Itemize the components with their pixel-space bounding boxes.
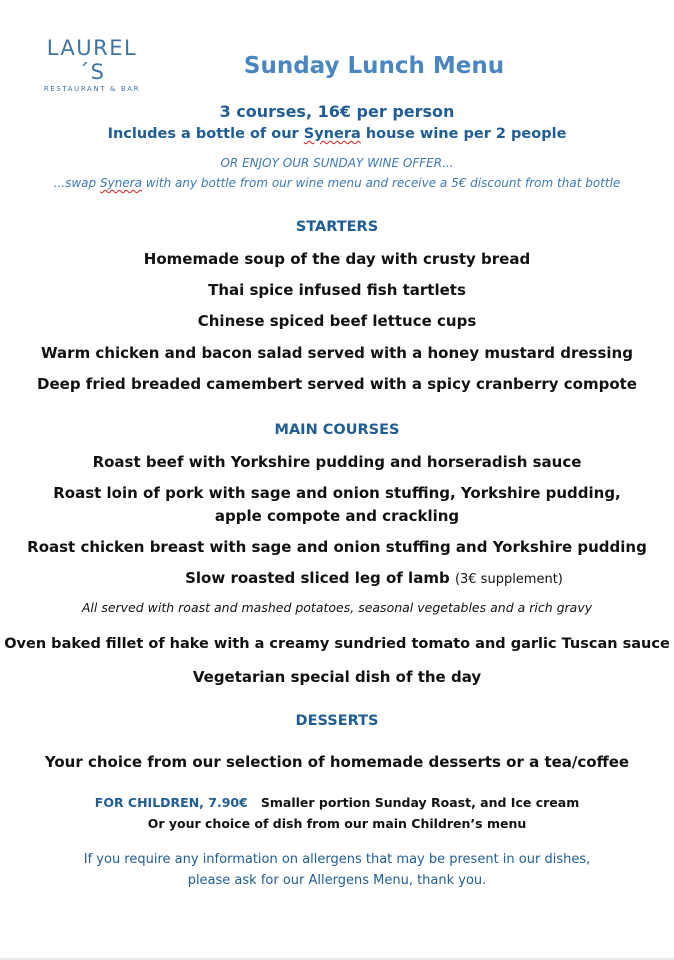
starter-item: Deep fried breaded camembert served with a spicy cranberry compote <box>37 375 637 393</box>
lamb-supplement: (3€ supplement) <box>454 572 563 587</box>
wine-offer-text <box>0 176 674 190</box>
main-item: Roast chicken breast with sage and onion stuffing and Yorkshire pudding <box>27 538 647 556</box>
offer-prefix: ...swap <box>53 176 100 190</box>
main-courses-heading: MAIN COURSES <box>274 422 400 438</box>
main-item <box>37 569 674 587</box>
starters-heading: STARTERS <box>295 219 379 235</box>
children-label: FOR CHILDREN, 7.90€ <box>94 795 248 810</box>
offer-wine-name: Synera <box>99 176 142 190</box>
wine-name: Synera <box>303 126 361 142</box>
wine-included-suffix: house wine per 2 people <box>360 126 567 142</box>
logo-name: LAUREL´S <box>46 36 138 84</box>
dessert-item: Your choice from our selection of homemade desserts or a tea/coffee <box>44 753 630 771</box>
main-item: Roast loin of pork with sage and onion stuffing, Yorkshire pudding, <box>53 484 621 502</box>
main-item-continued: apple compote and crackling <box>214 507 460 525</box>
starter-item: Chinese spiced beef lettuce cups <box>197 312 477 330</box>
offer-suffix: with any bottle from our wine menu and receive a 5€ discount from that bottle <box>141 176 621 190</box>
allergen-notice-continued: please ask for our Allergens Menu, thank you. <box>187 873 487 888</box>
lamb-dish: Slow roasted sliced leg of lamb <box>185 569 450 587</box>
children-desc: Smaller portion Sunday Roast, and Ice cream <box>260 795 580 810</box>
wine-included-line <box>0 126 674 142</box>
desserts-heading: DESSERTS <box>295 713 379 729</box>
starter-item: Homemade soup of the day with crusty bread <box>143 250 531 268</box>
starter-item: Warm chicken and bacon salad served with a honey mustard dressing <box>41 344 633 362</box>
menu-title: Sunday Lunch Menu <box>243 53 505 79</box>
price-line: 3 courses, 16€ per person <box>219 102 455 121</box>
children-menu-line <box>0 795 674 810</box>
wine-offer-heading: OR ENJOY OUR SUNDAY WINE OFFER... <box>220 156 454 170</box>
main-item: Roast beef with Yorkshire pudding and horseradish sauce <box>92 453 582 471</box>
logo-subtitle: RESTAURANT & BAR <box>43 85 141 93</box>
allergen-notice: If you require any information on allergens that may be present in our dishes, <box>83 852 591 867</box>
starter-item: Thai spice infused fish tartlets <box>208 281 466 299</box>
main-item: Vegetarian special dish of the day <box>192 668 482 686</box>
wine-included-prefix: Includes a bottle of our <box>107 126 304 142</box>
served-with-note: All served with roast and mashed potatoes, seasonal vegetables and a rich gravy <box>81 600 593 615</box>
main-item: Oven baked fillet of hake with a creamy sundried tomato and garlic Tuscan sauce <box>4 636 670 652</box>
children-alternative: Or your choice of dish from our main Children’s menu <box>147 816 527 831</box>
